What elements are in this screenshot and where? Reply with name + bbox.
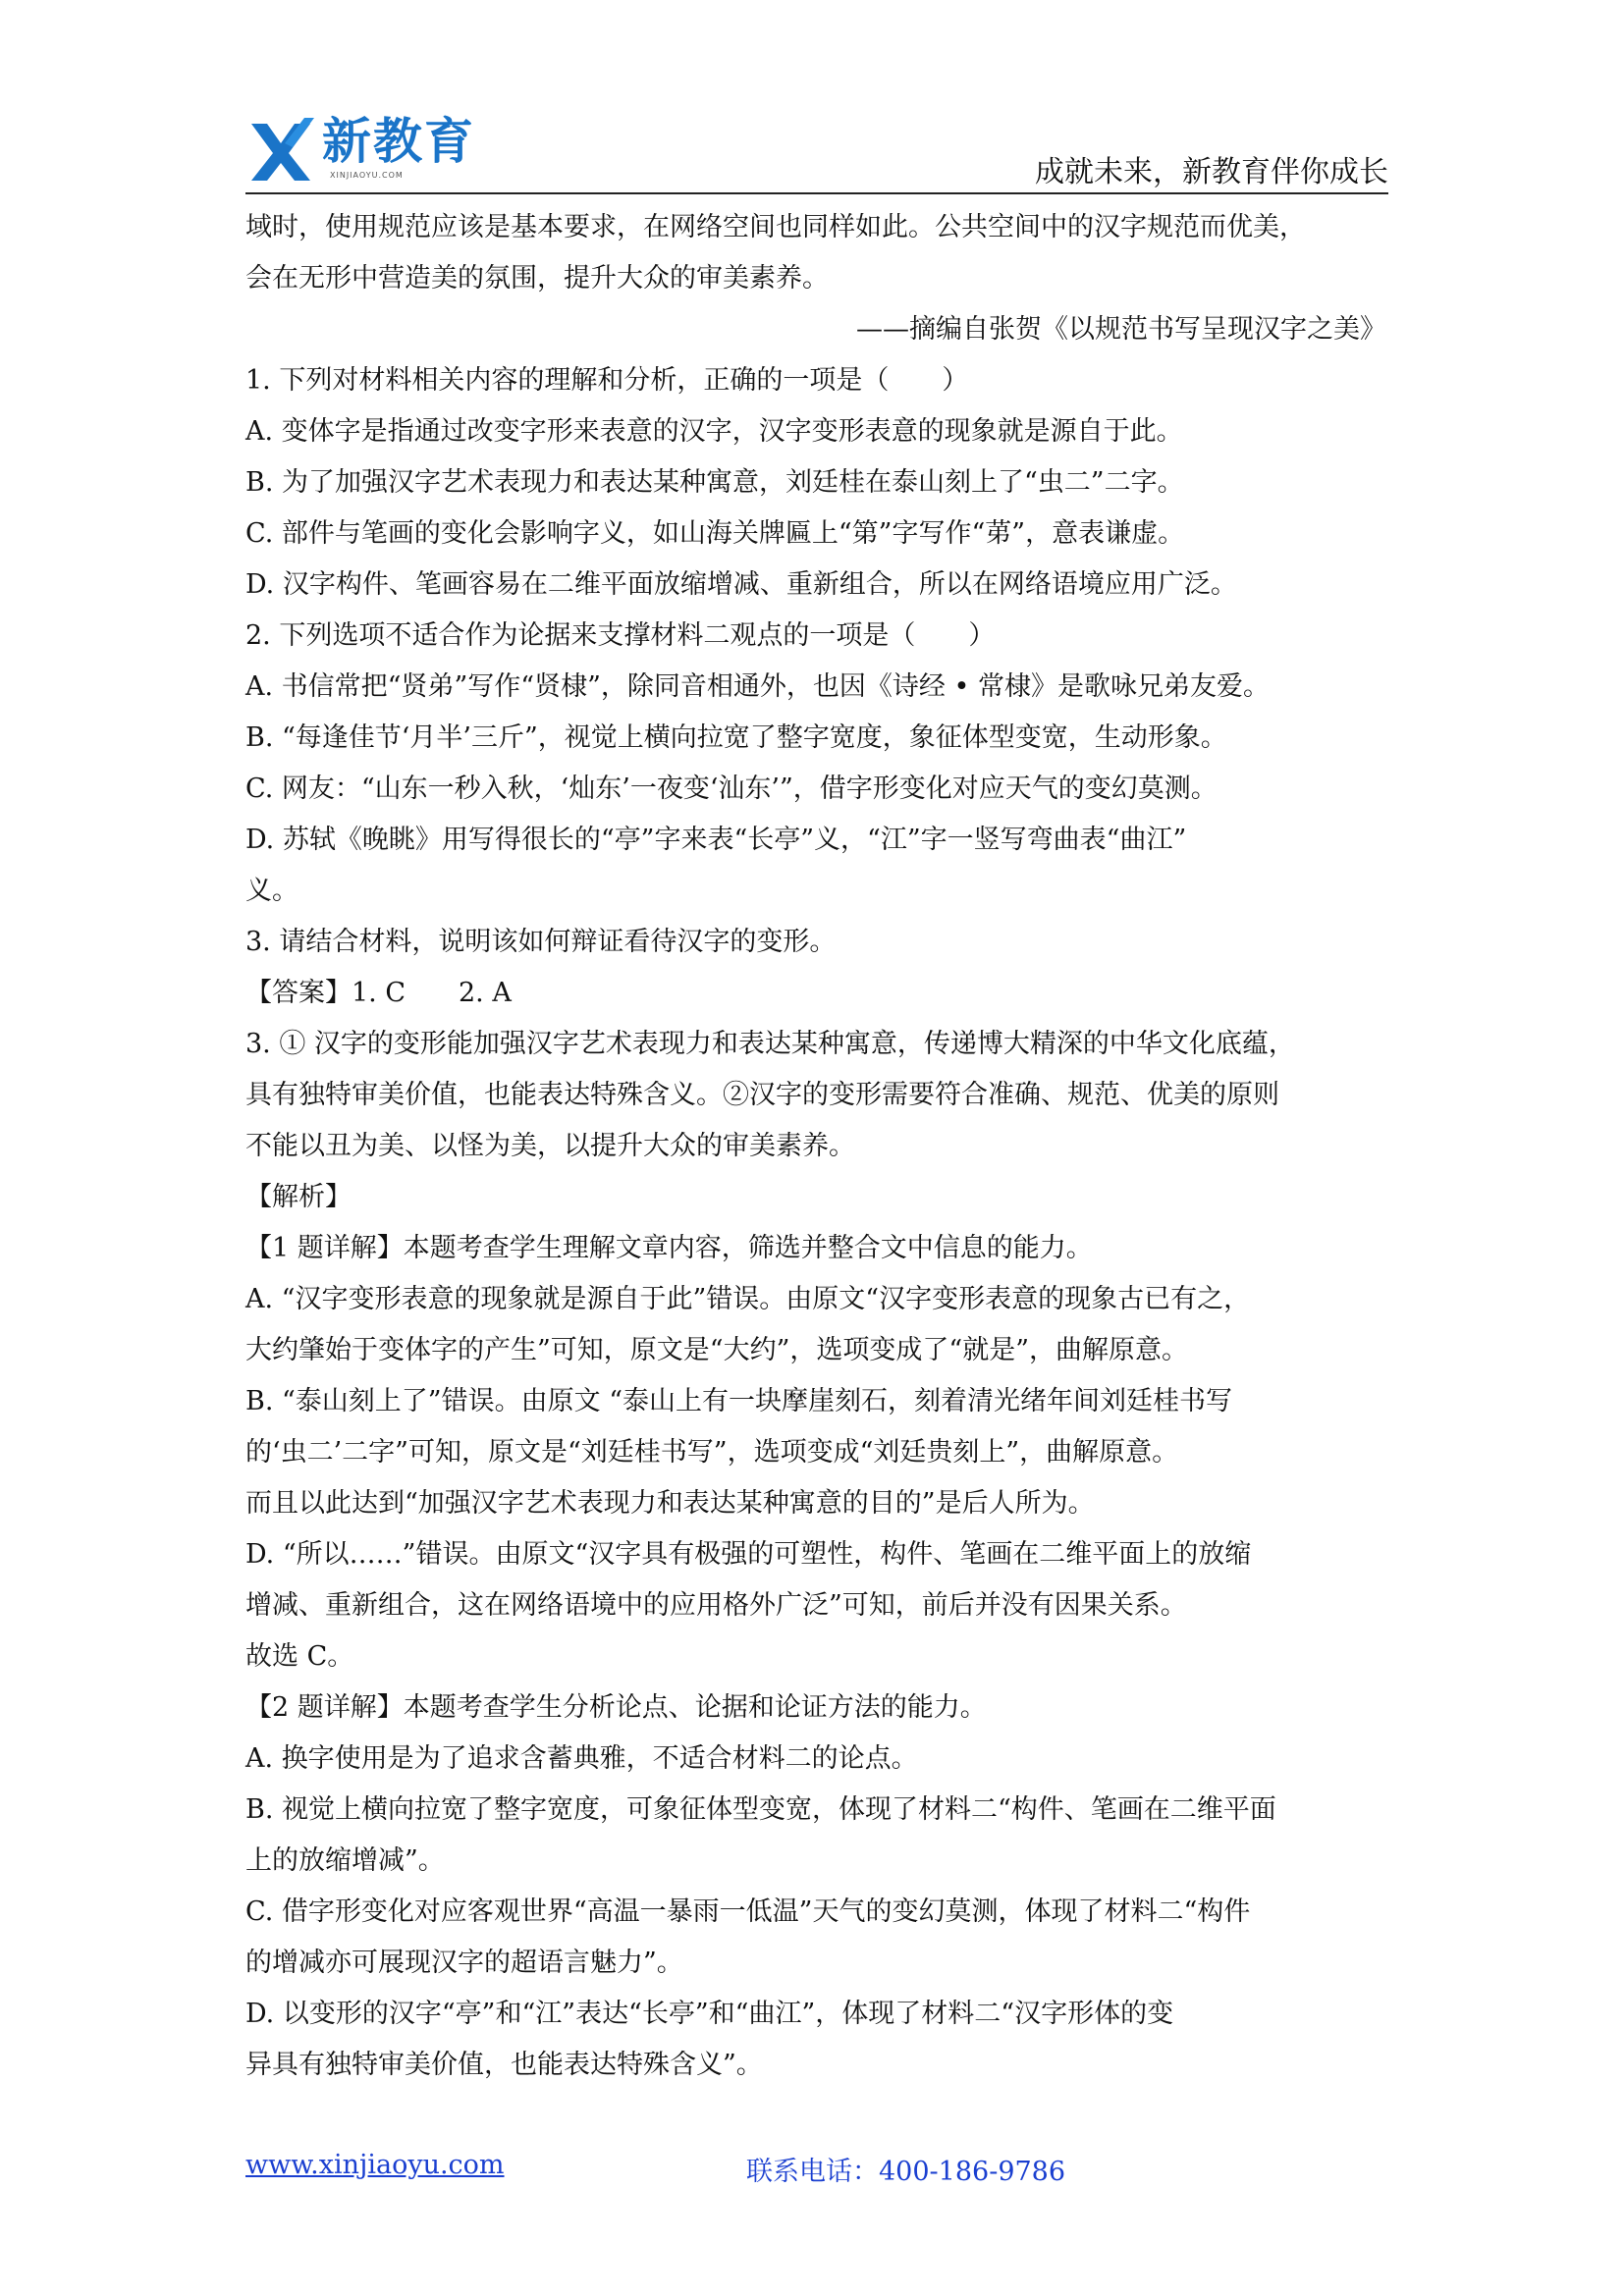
header-slogan: 成就未来，新教育伴你成长	[1035, 155, 1388, 189]
website-link[interactable]: www.xinjiaoyu.com	[245, 2150, 505, 2180]
contact-phone: 联系电话：400-186-9786	[746, 2157, 1066, 2187]
q2-option-d: D. 苏轼《晚眺》用写得很长的“亭”字来表“长亭”义，“江”字一竖写弯曲表“曲江”	[245, 825, 1187, 855]
text-line: 域时，使用规范应该是基本要求，在网络空间也同样如此。公共空间中的汉字规范而优美，	[245, 212, 1306, 242]
q1-option-a: A. 变体字是指通过改变字形来表意的汉字，汉字变形表意的现象就是源自于此。	[245, 416, 1183, 447]
answer-3-cont: 不能以丑为美、以怪为美，以提升大众的审美素养。	[245, 1131, 855, 1161]
q1-option-b: B. 为了加强汉字艺术表现力和表达某种寓意，刘廷桂在泰山刻上了“虫二”二字。	[245, 467, 1184, 498]
question-3: 3. 请结合材料，说明该如何辩证看待汉字的变形。	[245, 927, 837, 957]
q2-detail-a: A. 换字使用是为了追求含蓄典雅，不适合材料二的论点。	[245, 1743, 918, 1774]
q2-detail-d-cont: 异具有独特审美价值，也能表达特殊含义”。	[245, 2050, 763, 2080]
answer-heading: 【答案】1. C 2. A	[245, 978, 512, 1008]
q2-option-d-cont: 义。	[245, 876, 298, 906]
answer-3-cont: 具有独特审美价值，也能表达特殊含义。②汉字的变形需要符合准确、规范、优美的原则	[245, 1080, 1279, 1110]
answer-3: 3. ① 汉字的变形能加强汉字艺术表现力和表达某种寓意，传递博大精深的中华文化底蕴，	[245, 1029, 1295, 1059]
logo-text: 新教育	[322, 113, 475, 170]
q1-option-d: D. 汉字构件、笔画容易在二维平面放缩增减、重新组合，所以在网络语境应用广泛。	[245, 569, 1237, 600]
brand-logo[interactable]	[245, 110, 501, 188]
q2-detail-b: B. 视觉上横向拉宽了整字宽度，可象征体型变宽，体现了材料二“构件、笔画在二维平面	[245, 1794, 1276, 1825]
q2-detail-heading: 【2 题详解】本题考查学生分析论点、论据和论证方法的能力。	[245, 1692, 987, 1723]
q2-detail-c: C. 借字形变化对应客观世界“高温一暴雨一低温”天气的变幻莫测，体现了材料二“构件	[245, 1896, 1251, 1927]
q2-detail-d: D. 以变形的汉字“亭”和“江”表达“长亭”和“曲江”，体现了材料二“汉字形体的变	[245, 1999, 1174, 2029]
q1-option-c: C. 部件与笔画的变化会影响字义，如山海关牌匾上“第”字写作“苐”，意表谦虚。	[245, 518, 1185, 549]
q2-option-c: C. 网友：“山东一秒入秋，‘灿东’一夜变‘汕东’”，借字形变化对应天气的变幻莫测。	[245, 774, 1218, 804]
q2-detail-c-cont: 的增减亦可展现汉字的超语言魅力”。	[245, 1948, 683, 1978]
header-divider	[245, 192, 1388, 194]
q1-detail-b-cont: 的‘虫二’二字”可知，原文是“刘廷桂书写”，选项变成“刘廷贵刻上”，曲解原意。	[245, 1437, 1179, 1468]
q1-detail-heading: 【1 题详解】本题考查学生理解文章内容，筛选并整合文中信息的能力。	[245, 1233, 1093, 1263]
question-1: 1. 下列对材料相关内容的理解和分析，正确的一项是（ ）	[245, 365, 969, 396]
q1-detail-d: D. “所以……”错误。由原文“汉字具有极强的可塑性，构件、笔画在二维平面上的放缩	[245, 1539, 1252, 1570]
source-citation: ——摘编自张贺《以规范书写呈现汉字之美》	[856, 314, 1386, 345]
q1-detail-b-cont: 而且以此达到“加强汉字艺术表现力和表达某种寓意的目的”是后人所为。	[245, 1488, 1095, 1519]
page-footer	[245, 2150, 1388, 2189]
q1-detail-a-cont: 大约肇始于变体字的产生”可知，原文是“大约”，选项变成了“就是”，曲解原意。	[245, 1335, 1189, 1365]
logo-mark-icon	[245, 114, 316, 185]
question-2: 2. 下列选项不适合作为论据来支撑材料二观点的一项是（ ）	[245, 620, 996, 651]
page-header	[245, 110, 1388, 194]
q2-option-b: B. “每逢佳节‘月半’三斤”，视觉上横向拉宽了整字宽度，象征体型变宽，生动形象。	[245, 722, 1227, 753]
analysis-heading: 【解析】	[245, 1182, 352, 1212]
q1-detail-d-cont: 增减、重新组合，这在网络语境中的应用格外广泛”可知，前后并没有因果关系。	[245, 1590, 1187, 1621]
logo-subtext: XINJIAOYU.COM	[330, 171, 404, 180]
q1-detail-a: A. “汉字变形表意的现象就是源自于此”错误。由原文“汉字变形表意的现象古已有之，	[245, 1284, 1251, 1314]
text-line: 会在无形中营造美的氛围，提升大众的审美素养。	[245, 263, 829, 294]
q1-conclusion: 故选 C。	[245, 1641, 354, 1672]
document-body	[245, 202, 1396, 2091]
q2-detail-b-cont: 上的放缩增减”。	[245, 1845, 445, 1876]
q1-detail-b: B. “泰山刻上了”错误。由原文 “泰山上有一块摩崖刻石，刻着清光绪年间刘廷桂书写	[245, 1386, 1232, 1416]
q2-option-a: A. 书信常把“贤弟”写作“贤棣”，除同音相通外，也因《诗经 • 常棣》是歌咏兄弟友爱。	[245, 671, 1270, 702]
